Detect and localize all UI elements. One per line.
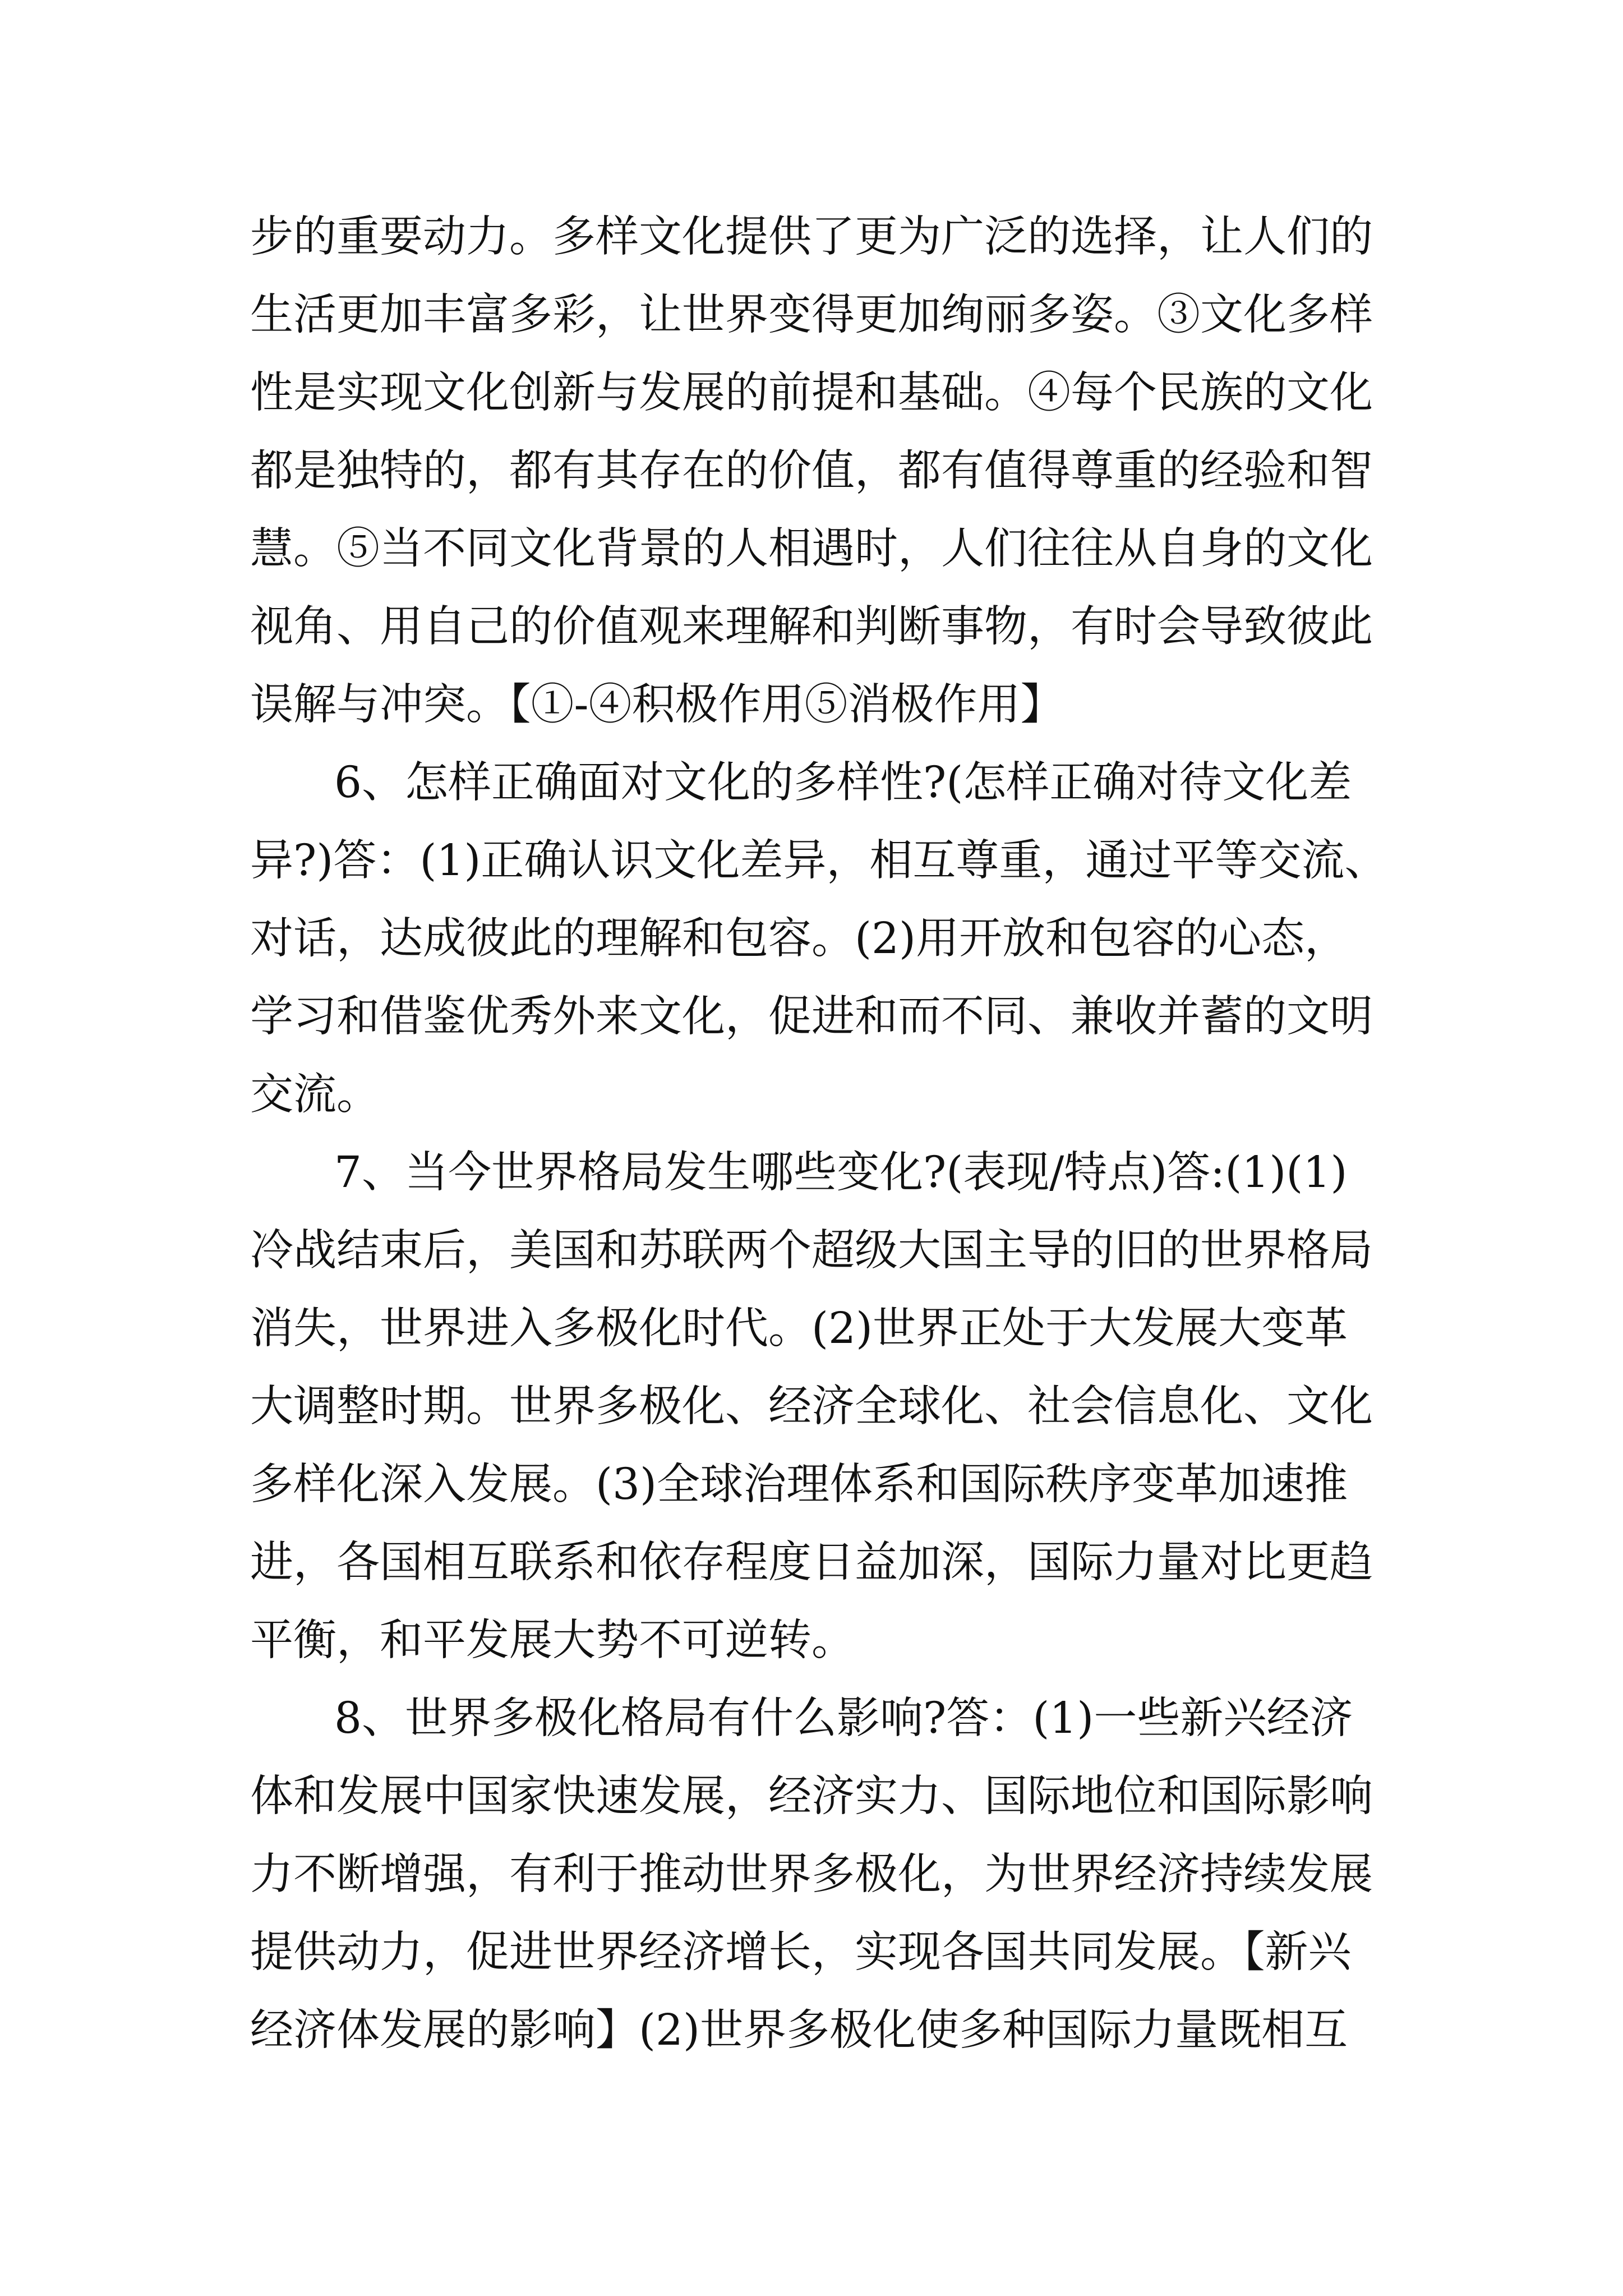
paragraph-start-line: 7、当今世界格局发生哪些变化?(表现/特点)答:(1)(1) <box>334 1148 1348 1198</box>
text-line: 步的重要动力。多样文化提供了更为广泛的选择，让人们的 <box>250 212 1373 262</box>
text-line: 大调整时期。世界多极化、经济全球化、社会信息化、文化 <box>250 1382 1373 1432</box>
text-line: 学习和借鉴优秀外来文化，促进和而不同、兼收并蓄的文明 <box>250 992 1373 1042</box>
text-line: 提供动力，促进世界经济增长，实现各国共同发展。【新兴 <box>250 1927 1352 1977</box>
text-line: 体和发展中国家快速发展，经济实力、国际地位和国际影响 <box>250 1772 1373 1821</box>
text-line: 都是独特的，都有其存在的价值，都有值得尊重的经验和智 <box>250 446 1373 496</box>
text-line: 性是实现文化创新与发展的前提和基础。④每个民族的文化 <box>250 368 1373 418</box>
text-line: 冷战结束后，美国和苏联两个超级大国主导的旧的世界格局 <box>250 1226 1373 1276</box>
text-line: 力不断增强，有利于推动世界多极化，为世界经济持续发展 <box>250 1849 1373 1899</box>
text-line: 生活更加丰富多彩，让世界变得更加绚丽多姿。③文化多样 <box>250 290 1373 340</box>
paragraph-start-line: 8、世界多极化格局有什么影响?答：(1)一些新兴经济 <box>334 1694 1353 1743</box>
text-line: 经济体发展的影响】(2)世界多极化使多种国际力量既相互 <box>250 2005 1348 2055</box>
paragraph-start-line: 6、怎样正确面对文化的多样性?(怎样正确对待文化差 <box>334 758 1352 808</box>
text-line: 多样化深入发展。(3)全球治理体系和国际秩序变革加速推 <box>250 1460 1348 1510</box>
text-line: 进，各国相互联系和依存程度日益加深，国际力量对比更趋 <box>250 1538 1373 1588</box>
text-line: 误解与冲突。【①-④积极作用⑤消极作用】 <box>250 680 1064 730</box>
text-line: 异?)答：(1)正确认识文化差异，相互尊重，通过平等交流、 <box>250 836 1388 886</box>
text-line: 视角、用自己的价值观来理解和判断事物，有时会导致彼此 <box>250 602 1373 652</box>
text-line: 交流。 <box>250 1070 380 1120</box>
text-line: 对话，达成彼此的理解和包容。(2)用开放和包容的心态， <box>250 914 1348 964</box>
text-line: 平衡，和平发展大势不可逆转。 <box>250 1616 855 1665</box>
text-line: 慧。⑤当不同文化背景的人相遇时，人们往往从自身的文化 <box>250 524 1373 574</box>
text-line: 消失，世界进入多极化时代。(2)世界正处于大发展大变革 <box>250 1304 1348 1354</box>
